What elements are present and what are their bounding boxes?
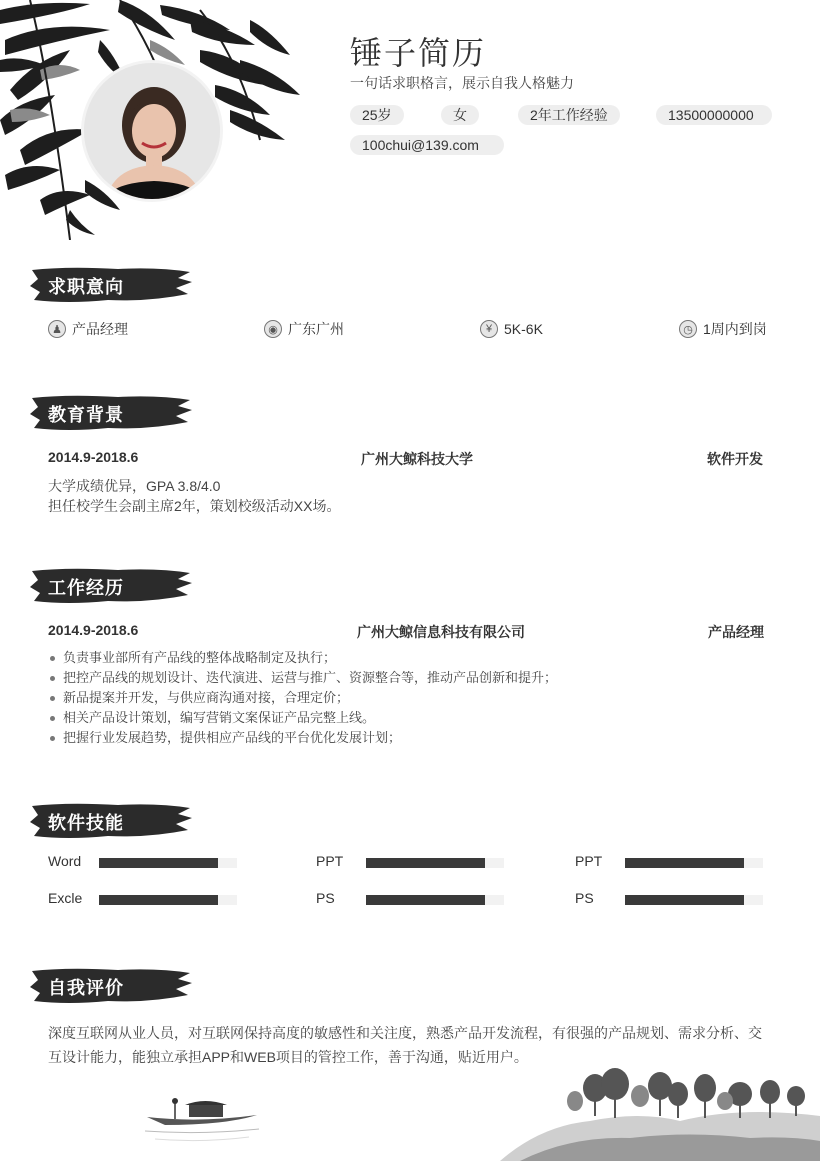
skill-bar-track <box>99 895 237 905</box>
section-header-education <box>28 392 194 434</box>
email-badge: 100chui@139.com <box>350 135 504 155</box>
location-icon: ◉ <box>264 320 282 338</box>
person-icon: ♟ <box>48 320 66 338</box>
skill-bar-track <box>625 858 763 868</box>
clock-icon: ◷ <box>679 320 697 338</box>
education-school: 广州大鲸科技大学 <box>361 451 473 467</box>
work-duty-item: 相关产品设计策划，编写营销文案保证产品完整上线。 <box>47 708 557 728</box>
self-evaluation-line-1: 深度互联网从业人员，对互联网保持高度的敏感性和关注度，熟悉产品开发流程，有很强的产品规划、需求分析、交 <box>48 1025 762 1041</box>
gender-badge: 女 <box>441 105 479 125</box>
skill-bar-track <box>99 858 237 868</box>
section-header-skills <box>28 800 194 842</box>
skill-row <box>316 853 506 873</box>
education-line-2: 担任校学生会副主席2年，策划校级活动XX场。 <box>48 498 341 514</box>
intent-city-text: 广东广州 <box>288 321 344 337</box>
skill-name: PS <box>575 890 594 906</box>
intent-salary <box>480 318 543 340</box>
section-header-intent <box>28 264 194 306</box>
boat-illustration <box>145 1095 260 1147</box>
intent-position-text: 产品经理 <box>72 321 128 337</box>
intent-availability <box>679 318 767 340</box>
section-title: 教育背景 <box>48 405 124 425</box>
section-header-work <box>28 565 194 607</box>
work-duties-list <box>47 648 557 748</box>
skill-bar-track <box>366 858 504 868</box>
section-title: 工作经历 <box>48 578 124 598</box>
resume-name: 锤子简历 <box>350 35 487 71</box>
self-evaluation-line-2: 互设计能力，能独立承担APP和WEB项目的管控工作，善于沟通，贴近用户。 <box>48 1049 528 1065</box>
skill-name: PPT <box>575 853 603 869</box>
work-period: 2014.9-2018.6 <box>48 622 139 638</box>
phone-badge: 13500000000 <box>656 105 772 125</box>
section-header-self <box>28 965 194 1007</box>
yen-icon: ¥ <box>480 320 498 338</box>
skill-name: Excle <box>48 890 83 906</box>
skill-name: Word <box>48 853 82 869</box>
skill-name: PS <box>316 890 335 906</box>
education-line-1: 大学成绩优异，GPA 3.8/4.0 <box>48 478 221 494</box>
education-major: 软件开发 <box>707 451 763 467</box>
education-period: 2014.9-2018.6 <box>48 449 139 465</box>
section-title: 求职意向 <box>48 277 124 297</box>
landscape-scenery <box>500 1066 820 1161</box>
work-duty-item: 新品提案并开发，与供应商沟通对接，合理定价； <box>47 688 557 708</box>
skill-bar-fill <box>99 895 218 905</box>
section-title: 软件技能 <box>48 813 124 833</box>
age-badge: 25岁 <box>350 105 404 125</box>
section-title: 自我评价 <box>48 978 124 998</box>
work-company: 广州大鲸信息科技有限公司 <box>357 624 525 640</box>
work-duty-item: 把控产品线的规划设计、迭代演进、运营与推广、资源整合等，推动产品创新和提升； <box>47 668 557 688</box>
work-role: 产品经理 <box>708 624 764 640</box>
work-duty-item: 负责事业部所有产品线的整体战略制定及执行； <box>47 648 557 668</box>
skill-row <box>48 890 238 910</box>
skill-row <box>575 890 765 910</box>
skill-row <box>48 853 238 873</box>
intent-position <box>48 318 128 340</box>
skill-bar-fill <box>366 858 485 868</box>
intent-availability-text: 1周内到岗 <box>703 321 767 337</box>
skill-bar-track <box>625 895 763 905</box>
experience-badge: 2年工作经验 <box>518 105 620 125</box>
skill-bar-fill <box>625 858 744 868</box>
intent-city <box>264 318 344 340</box>
motto: 一句话求职格言，展示自我人格魅力 <box>350 75 574 91</box>
portrait-illustration <box>84 63 220 199</box>
skill-bar-track <box>366 895 504 905</box>
skill-row <box>316 890 506 910</box>
skill-row <box>575 853 765 873</box>
avatar <box>81 60 223 202</box>
skill-bar-fill <box>625 895 744 905</box>
work-duty-item: 把握行业发展趋势，提供相应产品线的平台优化发展计划； <box>47 728 557 748</box>
skill-bar-fill <box>366 895 485 905</box>
skill-name: PPT <box>316 853 344 869</box>
intent-salary-text: 5K-6K <box>504 321 543 337</box>
skill-bar-fill <box>99 858 218 868</box>
